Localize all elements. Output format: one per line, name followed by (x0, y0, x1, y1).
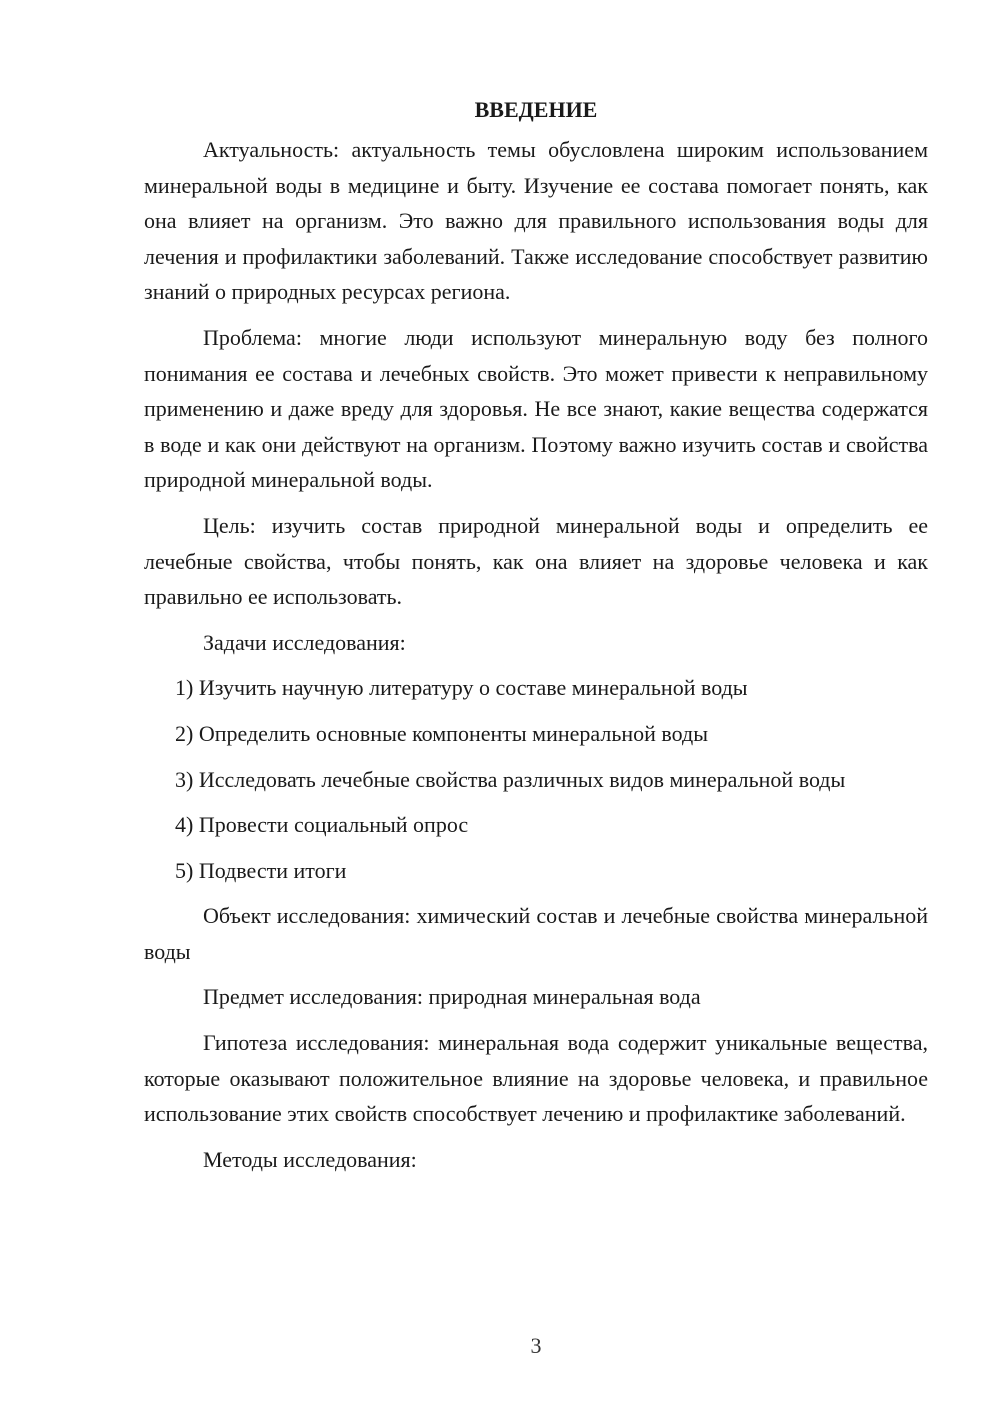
tasks-title: Задачи исследования: (203, 629, 406, 655)
goal-paragraph: Цель: изучить состав природной минеральной воды и определить ее лечебные свойства, чтобы понять, как она влияет на здоровье человека и как правильно ее использовать. (144, 512, 928, 610)
relevance-paragraph: Актуальность: актуальность темы обусловлена широким использованием минеральной воды в медицине и быту. Изучение ее состава помогает понять, как она влияет на организм. Это важно для правильного использования воды для лечения и профилактики заболеваний. Также исследование способствует развитию знаний о природных ресурсах региона. (144, 137, 928, 305)
page-content (144, 92, 928, 1187)
task-item-2: 2) Определить основные компоненты минеральной воды (175, 720, 708, 746)
problem-paragraph: Проблема: многие люди используют минеральную воду без полного понимания ее состава и лечебных свойств. Это может привести к неправильному применению и даже вреду для здоровья. Не все знают, какие вещества содержатся в воде и как они действуют на организм. Поэтому важно изучить состав и свойства природной минеральной воды. (144, 324, 928, 493)
object-paragraph: Объект исследования: химический состав и лечебные свойства минеральной воды (144, 903, 928, 964)
task-item-1: 1) Изучить научную литературу о составе минеральной воды (175, 675, 748, 701)
page-number: 3 (530, 1333, 542, 1358)
methods-paragraph: Методы исследования: (203, 1146, 417, 1172)
section-heading: ВВЕДЕНИЕ (474, 97, 598, 122)
task-item-4: 4) Провести социальный опрос (175, 812, 469, 838)
task-item-5: 5) Подвести итоги (175, 857, 347, 883)
task-item-3: 3) Исследовать лечебные свойства различных видов минеральной воды (175, 766, 846, 792)
hypothesis-paragraph: Гипотеза исследования: минеральная вода содержит уникальные вещества, которые оказывают положительное влияние на здоровье человека, и правильное использование этих свойств способствует лечению и профилактике заболеваний. (144, 1030, 928, 1127)
subject-paragraph: Предмет исследования: природная минеральная вода (203, 984, 701, 1010)
